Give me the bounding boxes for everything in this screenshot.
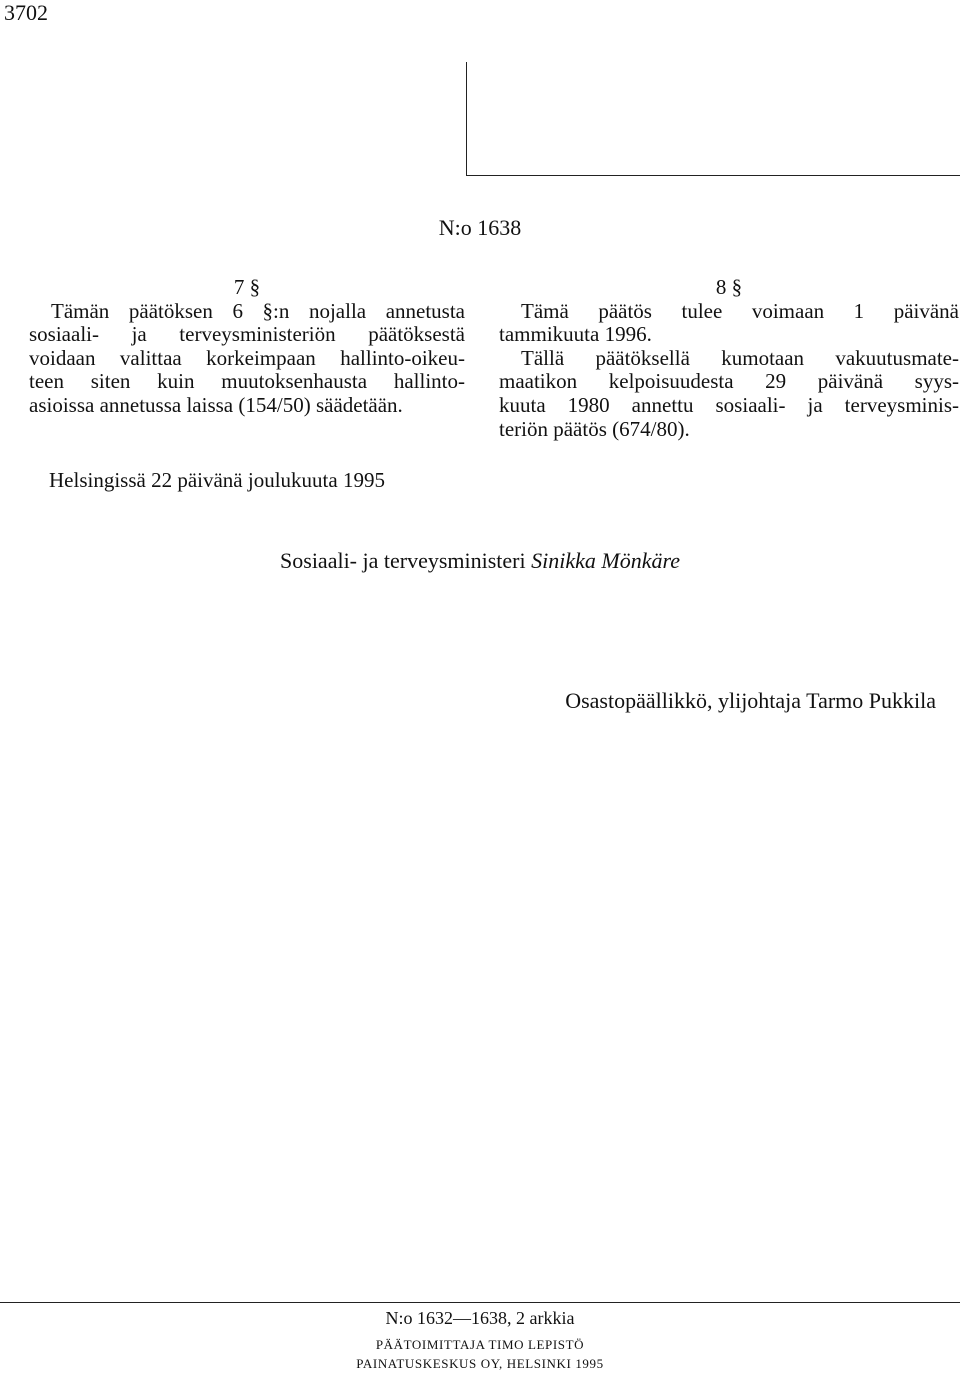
official-signature: Osastopäällikkö, ylijohtaja Tarmo Pukkila (565, 688, 936, 713)
section-8-line: Tämä päätös tulee voimaan 1 päivänä (521, 298, 959, 323)
section-7-paragraph (29, 300, 465, 418)
section-8-paragraph-2 (499, 347, 959, 441)
section-7-line: Tämän päätöksen 6 §:n nojalla annetusta (51, 298, 465, 323)
signing-place-date: Helsingissä 22 päivänä joulukuuta 1995 (49, 468, 385, 492)
footer-editor: PÄÄTOIMITTAJA TIMO LEPISTÖ (375, 1337, 585, 1352)
section-7-line: voidaan valittaa korkeimpaan hallinto-oikeu- (29, 345, 465, 370)
section-8-line: kuuta 1980 annettu sosiaali- ja terveysminis- (499, 392, 959, 417)
minister-signature (0, 548, 960, 574)
minister-title: Sosiaali- ja terveysministeri (280, 548, 526, 573)
section-7-line: teen siten kuin muutoksenhausta hallinto- (29, 369, 465, 394)
section-heading-7: 7 § (233, 275, 261, 299)
page-number: 3702 (4, 0, 48, 25)
section-8-line: maatikon kelpoisuudesta 29 päivänä syys- (499, 369, 959, 394)
section-8-line: tammikuuta 1996. (499, 322, 652, 347)
right-column (499, 276, 959, 441)
corner-rule-horizontal (466, 175, 960, 176)
minister-name: Sinikka Mönkäre (531, 548, 680, 573)
left-column (29, 276, 465, 418)
footer-printer: PAINATUSKESKUS OY, HELSINKI 1995 (356, 1356, 604, 1371)
section-8-line: Tällä päätöksellä kumotaan vakuutusmate- (521, 345, 959, 370)
section-8-line: teriön päätös (674/80). (499, 416, 690, 441)
section-8-paragraph-1 (499, 300, 959, 347)
section-7-line: asioissa annetussa laissa (154/50) säädetään. (29, 392, 403, 417)
section-heading-8: 8 § (715, 275, 743, 299)
document-number: N:o 1638 (438, 215, 522, 240)
footer-rule (0, 1302, 960, 1303)
corner-rule-vertical (466, 62, 467, 176)
footer-sheet-count: N:o 1632—1638, 2 arkkia (385, 1308, 575, 1328)
section-7-line: sosiaali- ja terveysministeriön päätöksestä (29, 322, 465, 347)
